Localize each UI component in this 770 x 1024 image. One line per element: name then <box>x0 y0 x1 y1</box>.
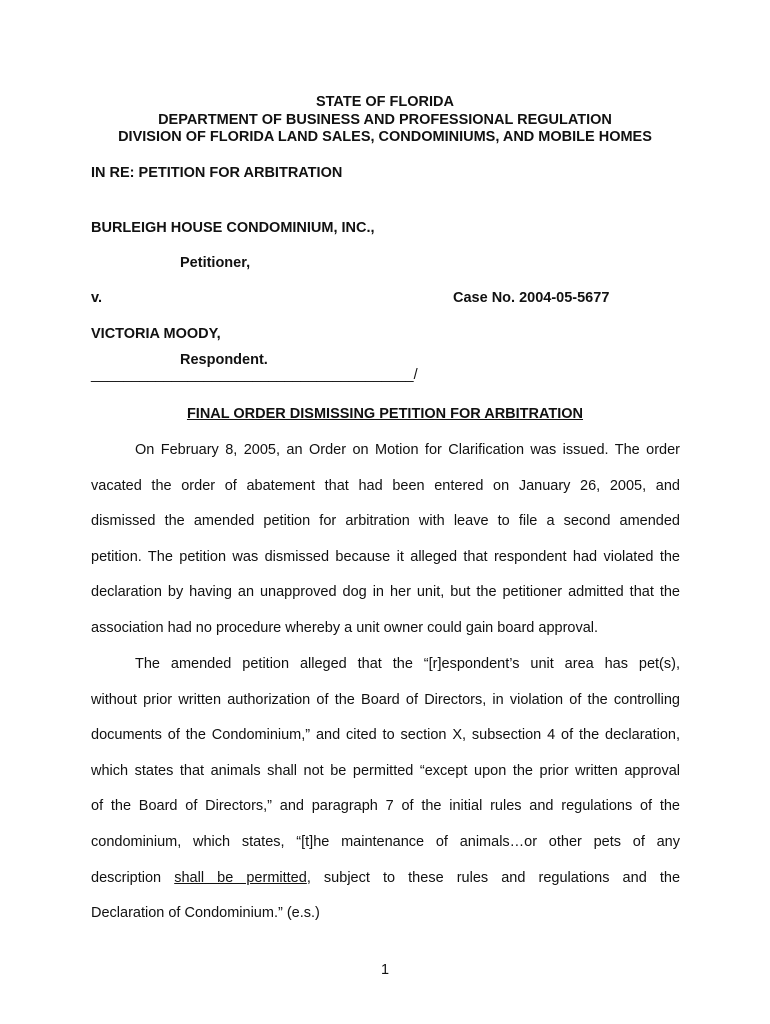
case-number: Case No. 2004-05-5677 <box>453 290 610 306</box>
in-re-line: IN RE: PETITION FOR ARBITRATION <box>91 165 343 181</box>
paragraph-line: declaration by having an unapproved dog in her unit, but the petitioner admitted that the <box>91 584 680 601</box>
versus: v. <box>91 290 103 306</box>
header-division: DIVISION OF FLORIDA LAND SALES, CONDOMINIUMS, AND MOBILE HOMES <box>118 129 652 145</box>
petitioner-name: BURLEIGH HOUSE CONDOMINIUM, INC., <box>91 220 375 236</box>
paragraph-2 <box>91 647 680 932</box>
paragraph-1 <box>91 433 680 647</box>
document-header <box>0 94 770 147</box>
line-text-after: , subject to these rules and regulations and the <box>306 869 681 886</box>
paragraph-line: without prior written authorization of the Board of Directors, in violation of the controlling <box>91 691 680 708</box>
paragraph-line-with-underline <box>91 861 680 897</box>
header-department: DEPARTMENT OF BUSINESS AND PROFESSIONAL REGULATION <box>158 111 612 128</box>
underlined-phrase: shall be permitted <box>174 869 307 886</box>
order-title: FINAL ORDER DISMISSING PETITION FOR ARBITRATION <box>186 406 584 422</box>
header-state: STATE OF FLORIDA <box>315 94 454 110</box>
paragraph-line: On February 8, 2005, an Order on Motion for Clarification was issued. The order <box>135 442 680 458</box>
paragraph-line: condominium, which states, “[t]he maintenance of animals…or other pets of any <box>91 833 680 850</box>
caption-rule-line: ________________________________________/ <box>91 367 418 383</box>
petitioner-role: Petitioner, <box>180 255 251 271</box>
paragraph-line: Declaration of Condominium.” (e.s.) <box>91 905 320 922</box>
paragraph-line: which states that animals shall not be permitted “except upon the prior written approval <box>91 762 680 779</box>
line-text-before: description <box>91 869 175 886</box>
paragraph-line: vacated the order of abatement that had been entered on January 26, 2005, and <box>91 477 680 494</box>
respondent-name: VICTORIA MOODY, <box>91 326 221 342</box>
paragraph-line: documents of the Condominium,” and cited to section X, subsection 4 of the declaration, <box>91 727 680 744</box>
paragraph-line: dismissed the amended petition for arbitration with leave to file a second amended <box>91 513 680 530</box>
paragraph-line: The amended petition alleged that the “[r]espondent’s unit area has pet(s), <box>135 656 680 672</box>
paragraph-line: association had no procedure whereby a unit owner could gain board approval. <box>91 619 599 636</box>
respondent-role: Respondent. <box>180 352 268 368</box>
paragraph-line: of the Board of Directors,” and paragraph 7 of the initial rules and regulations of the <box>91 798 680 815</box>
page-number: 1 <box>380 962 390 978</box>
paragraph-line: petition. The petition was dismissed because it alleged that respondent had violated the <box>91 548 680 565</box>
